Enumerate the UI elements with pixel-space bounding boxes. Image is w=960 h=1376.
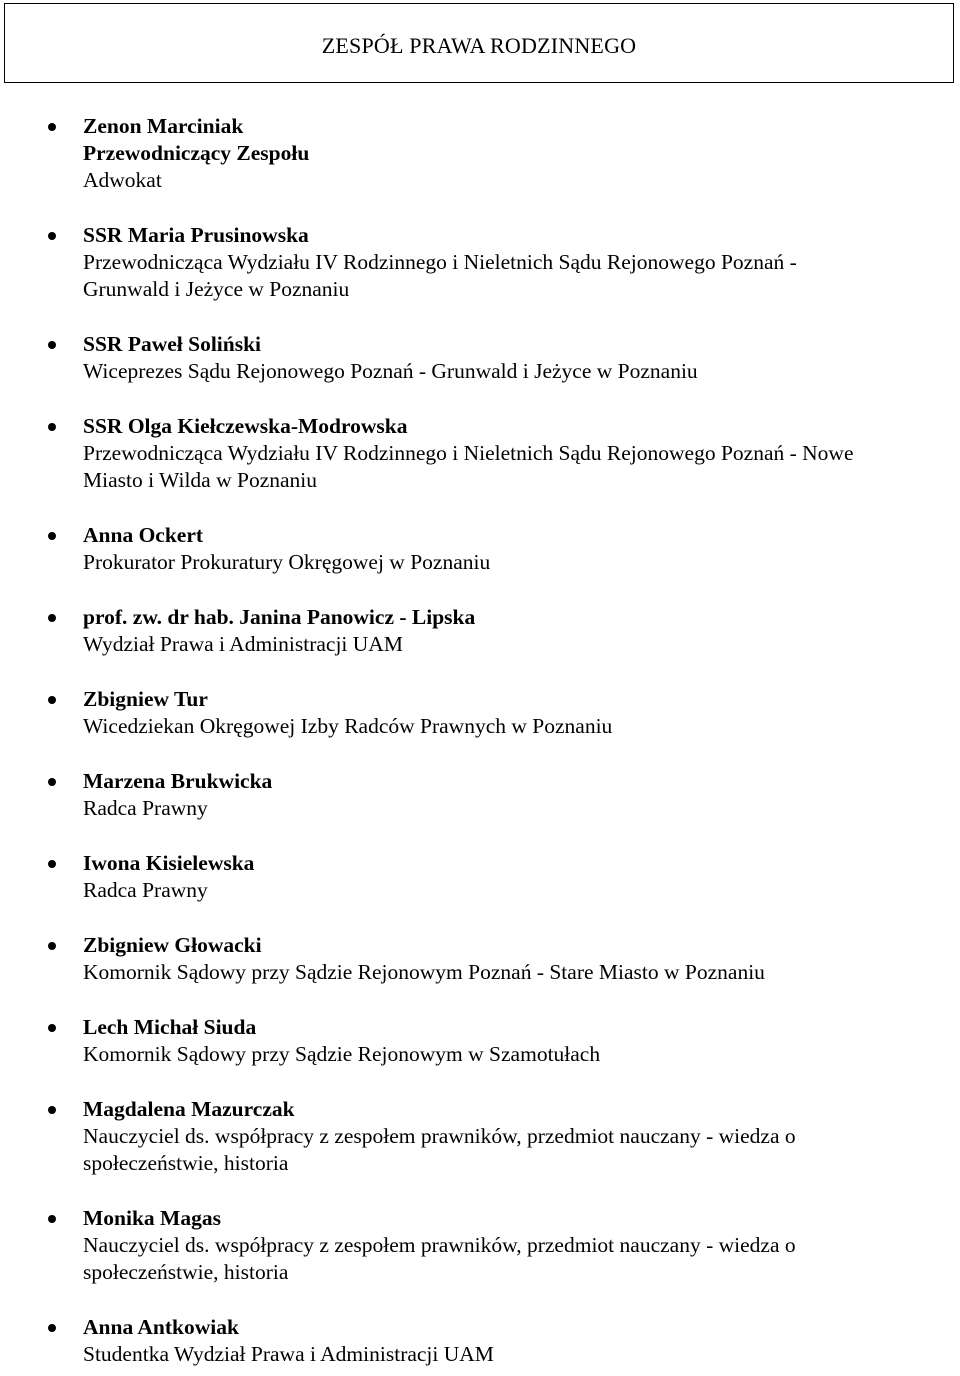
header-box	[4, 3, 954, 83]
member-role: Komornik Sądowy przy Sądzie Rejonowym Poznań - Stare Miasto w Poznaniu	[83, 960, 765, 984]
bullet-icon	[48, 1106, 56, 1114]
member-role: Przewodnicząca Wydziału IV Rodzinnego i Nieletnich Sądu Rejonowego Poznań - Grunwald i Jeżyce w Poznaniu	[83, 250, 797, 301]
member-name: prof. zw. dr hab. Janina Panowicz - Lipska	[83, 605, 476, 629]
member-name: Magdalena Mazurczak	[83, 1097, 295, 1121]
bullet-icon	[48, 232, 56, 240]
member-role: Wydział Prawa i Administracji UAM	[83, 632, 403, 656]
list-item	[0, 1014, 960, 1068]
member-role: Adwokat	[83, 168, 162, 192]
member-name: Anna Antkowiak	[83, 1315, 239, 1339]
list-item	[0, 1205, 960, 1286]
list-item	[0, 413, 960, 494]
page-title: ZESPÓŁ PRAWA RODZINNEGO	[321, 33, 637, 58]
member-name: SSR Paweł Soliński	[83, 332, 262, 356]
member-name: Lech Michał Siuda	[83, 1015, 257, 1039]
member-role: Nauczyciel ds. współpracy z zespołem prawników, przedmiot nauczany - wiedza o społeczeństwie, historia	[83, 1233, 796, 1284]
list-item	[0, 522, 960, 576]
member-name: Zbigniew Tur	[83, 687, 208, 711]
member-name: Marzena Brukwicka	[83, 769, 273, 793]
bullet-icon	[48, 1215, 56, 1223]
member-role: Wicedziekan Okręgowej Izby Radców Prawnych w Poznaniu	[83, 714, 613, 738]
member-role: Nauczyciel ds. współpracy z zespołem prawników, przedmiot nauczany - wiedza o społeczeństwie, historia	[83, 1124, 796, 1175]
member-list	[0, 113, 960, 1376]
member-title: Przewodniczący Zespołu	[83, 141, 310, 165]
member-name: SSR Maria Prusinowska	[83, 223, 309, 247]
bullet-icon	[48, 614, 56, 622]
bullet-icon	[48, 1024, 56, 1032]
member-role: Wiceprezes Sądu Rejonowego Poznań - Grunwald i Jeżyce w Poznaniu	[83, 359, 698, 383]
bullet-icon	[48, 696, 56, 704]
list-item	[0, 1096, 960, 1177]
list-item	[0, 113, 960, 194]
member-role: Radca Prawny	[83, 878, 208, 902]
list-item	[0, 932, 960, 986]
list-item	[0, 768, 960, 822]
bullet-icon	[48, 341, 56, 349]
member-name: Anna Ockert	[83, 523, 204, 547]
list-item	[0, 850, 960, 904]
member-role: Prokurator Prokuratury Okręgowej w Poznaniu	[83, 550, 491, 574]
member-name: Zbigniew Głowacki	[83, 933, 262, 957]
member-name: Zenon Marciniak	[83, 114, 244, 138]
member-name: SSR Olga Kiełczewska-Modrowska	[83, 414, 408, 438]
bullet-icon	[48, 532, 56, 540]
list-item	[0, 686, 960, 740]
member-role: Radca Prawny	[83, 796, 208, 820]
list-item	[0, 331, 960, 385]
list-item	[0, 222, 960, 303]
bullet-icon	[48, 778, 56, 786]
member-role: Studentka Wydział Prawa i Administracji UAM	[83, 1342, 494, 1366]
bullet-icon	[48, 1324, 56, 1332]
bullet-icon	[48, 123, 56, 131]
member-role: Komornik Sądowy przy Sądzie Rejonowym w Szamotułach	[83, 1042, 601, 1066]
member-role: Przewodnicząca Wydziału IV Rodzinnego i Nieletnich Sądu Rejonowego Poznań - Nowe Miasto i Wilda w Poznaniu	[83, 441, 854, 492]
bullet-icon	[48, 423, 56, 431]
list-item	[0, 1314, 960, 1368]
member-name: Monika Magas	[83, 1206, 221, 1230]
list-item	[0, 604, 960, 658]
member-name: Iwona Kisielewska	[83, 851, 255, 875]
bullet-icon	[48, 860, 56, 868]
bullet-icon	[48, 942, 56, 950]
